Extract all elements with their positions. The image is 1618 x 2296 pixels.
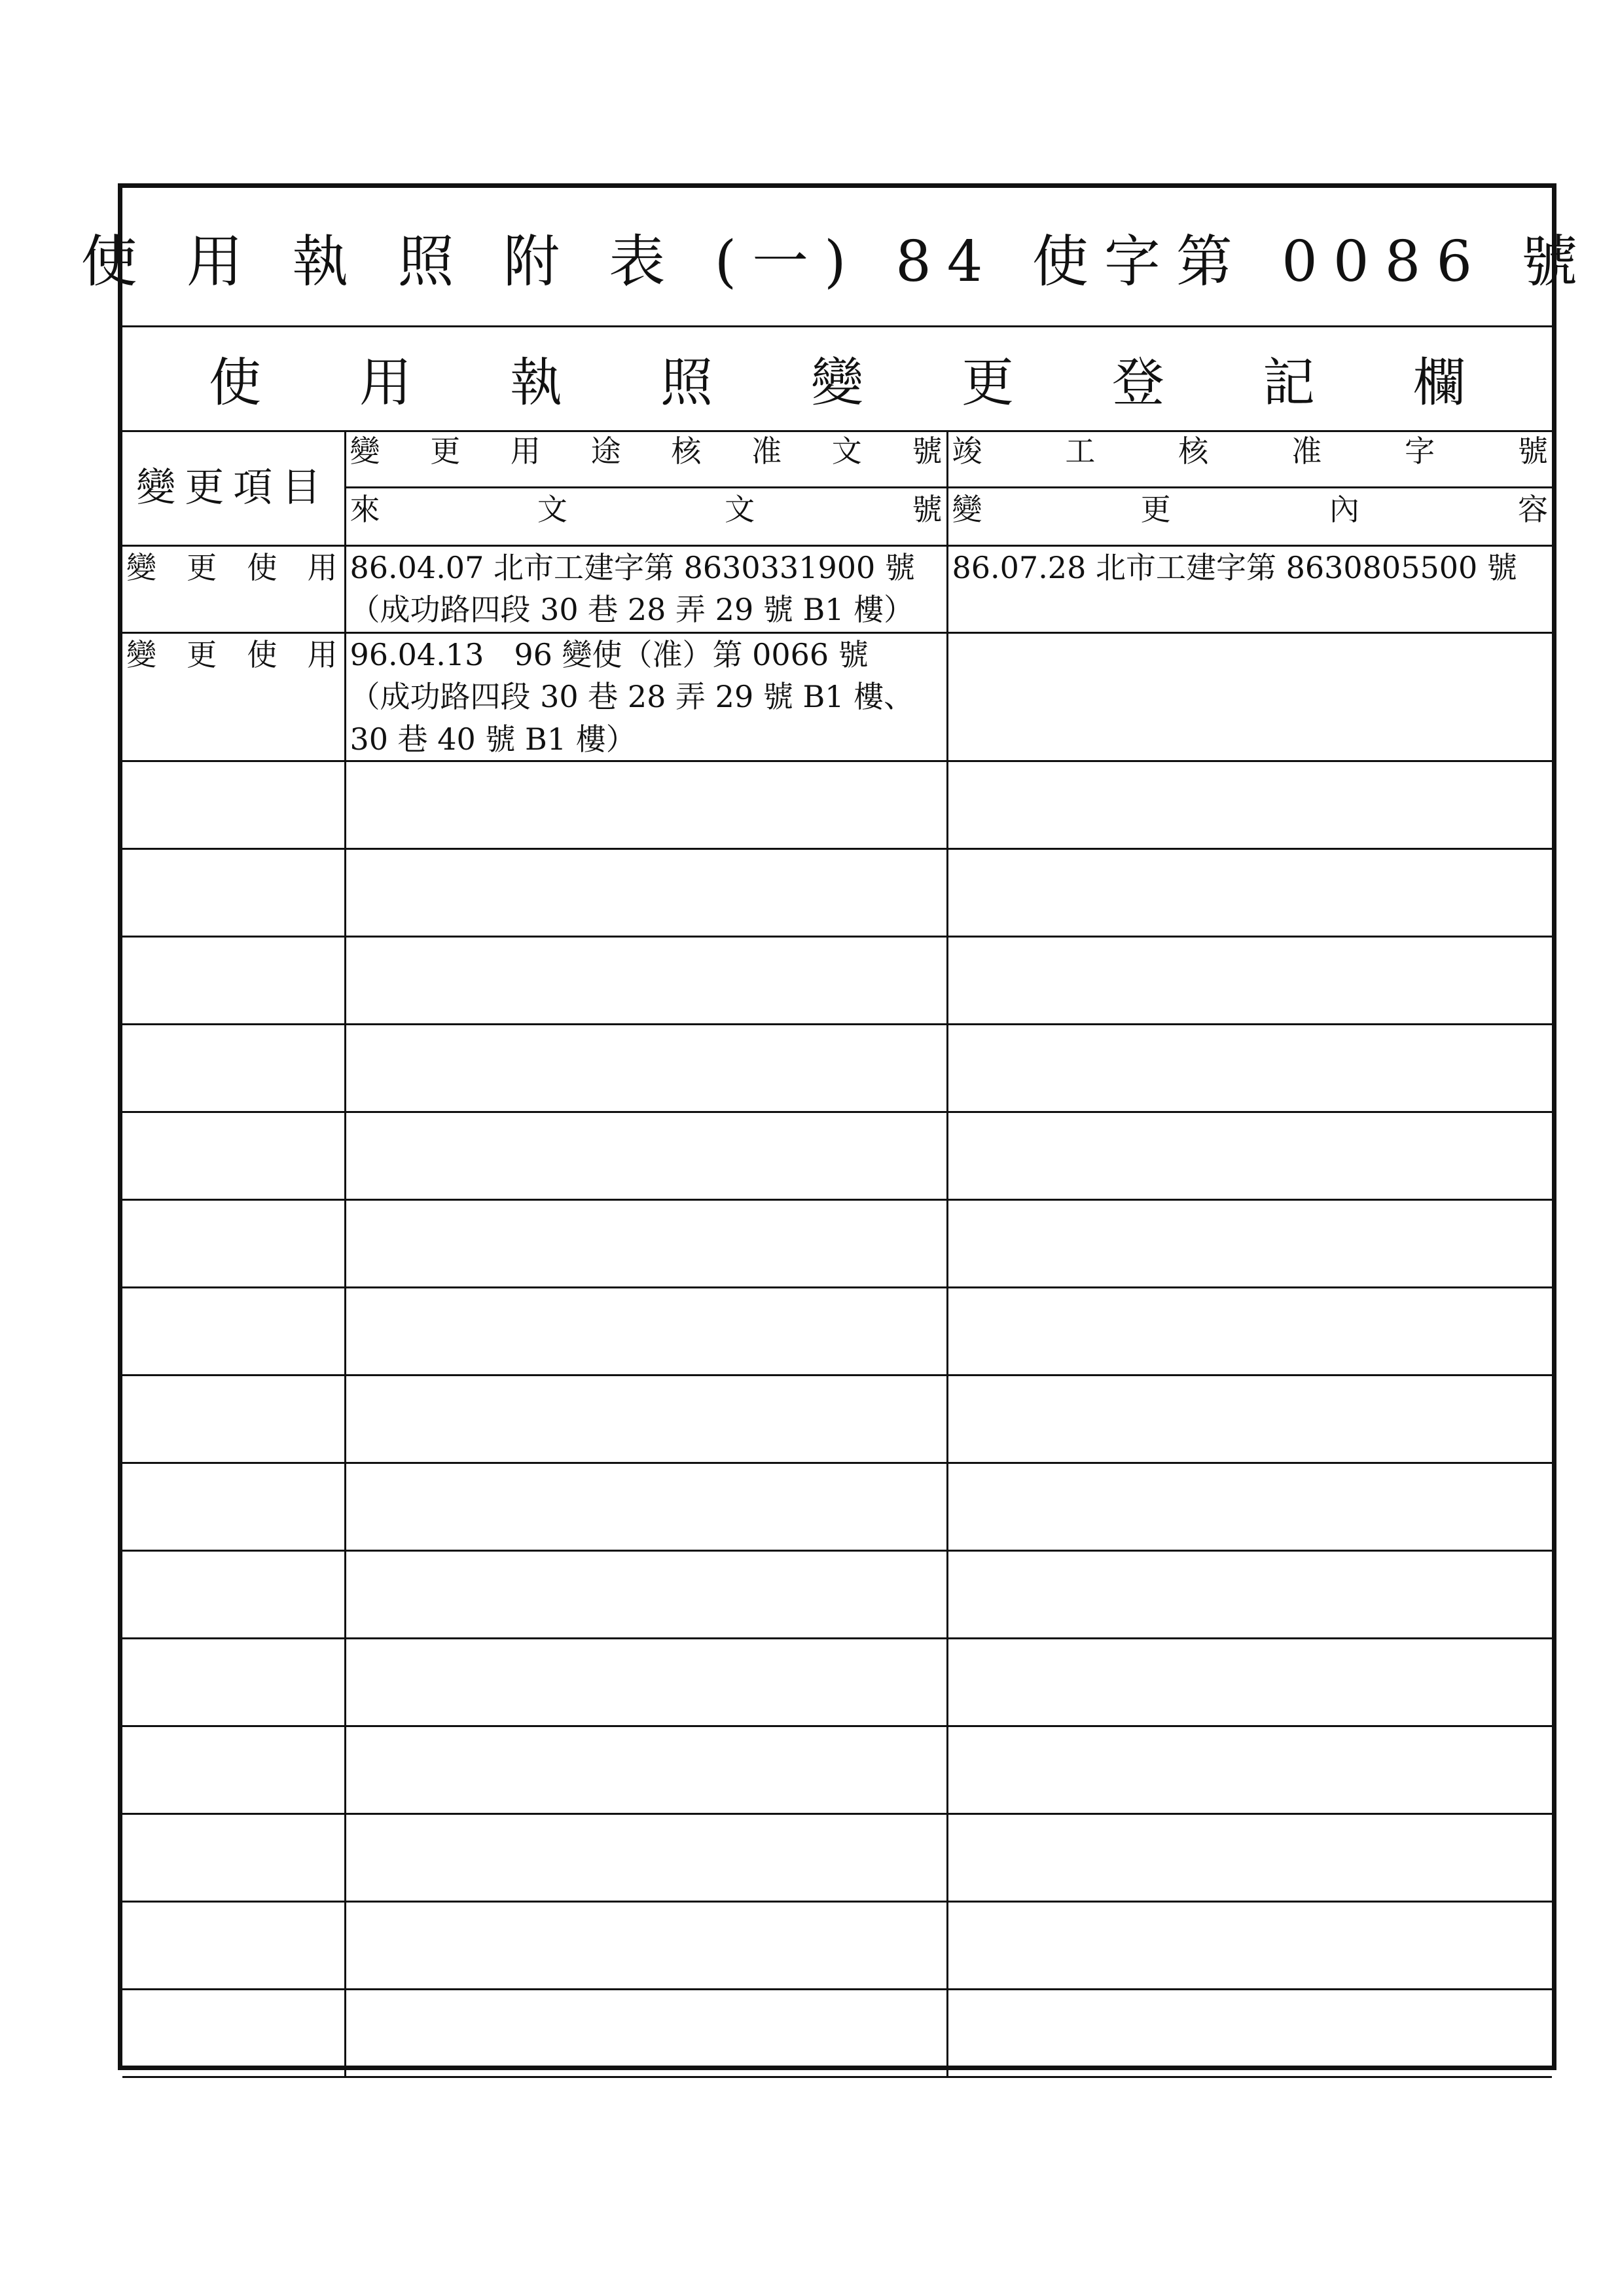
empty-cell [345, 1814, 947, 1902]
empty-cell [122, 761, 345, 849]
empty-cell [122, 1814, 345, 1902]
empty-cell [947, 1112, 1552, 1200]
empty-cell [345, 849, 947, 937]
empty-cell [947, 1376, 1552, 1463]
empty-cell [345, 761, 947, 849]
table-row-empty [122, 1902, 1552, 1990]
empty-cell [947, 849, 1552, 937]
table-row-empty [122, 937, 1552, 1025]
empty-cell [345, 1200, 947, 1288]
table-row-empty [122, 1726, 1552, 1814]
empty-cell [345, 1902, 947, 1990]
header-approval-doc-number: 變 更 用 途 核 准 文 號 [345, 430, 947, 488]
empty-cell [122, 1288, 345, 1376]
table-row-empty [122, 1200, 1552, 1288]
form-title: 使 用 執 照 附 表 (一) 84 使字第 0086 號 [81, 229, 1594, 295]
empty-cell [345, 1376, 947, 1463]
empty-cell [345, 1990, 947, 2077]
table-row-empty [122, 1288, 1552, 1376]
row-completion-number [947, 633, 1552, 761]
empty-cell [947, 1902, 1552, 1990]
table-row-empty [122, 1025, 1552, 1112]
empty-cell [947, 1463, 1552, 1551]
empty-cell [122, 1200, 345, 1288]
empty-cell [122, 1902, 345, 1990]
empty-cell [947, 1200, 1552, 1288]
form-subtitle-row [122, 325, 1564, 432]
table-row-empty [122, 1639, 1552, 1726]
table-row-empty [122, 1376, 1552, 1463]
empty-cell [345, 937, 947, 1025]
form-title-row [81, 188, 1594, 327]
header-row-top [122, 430, 1552, 488]
empty-cell [345, 1112, 947, 1200]
header-change-item: 變更項目 [122, 430, 345, 546]
empty-cell [122, 1990, 345, 2077]
empty-cell [947, 1551, 1552, 1639]
empty-cell [122, 1551, 345, 1639]
table-row-empty [122, 1990, 1552, 2077]
row-change-item: 變 更 使 用 [122, 546, 345, 633]
empty-cell [122, 1639, 345, 1726]
empty-cell [345, 1551, 947, 1639]
table-row-empty [122, 1463, 1552, 1551]
header-change-content: 變 更 內 容 [947, 488, 1552, 546]
table-row-empty [122, 1814, 1552, 1902]
header-completion-approval-number: 竣 工 核 准 字 號 [947, 430, 1552, 488]
form-subtitle: 使用執照變更登記欄 [209, 352, 1564, 413]
empty-cell [947, 761, 1552, 849]
usage-permit-appendix-form [81, 183, 1594, 2070]
empty-cell [947, 1726, 1552, 1814]
empty-cell [122, 1025, 345, 1112]
table-row-empty [122, 849, 1552, 937]
empty-cell [947, 1288, 1552, 1376]
empty-cell [122, 1112, 345, 1200]
row-doc-number: 86.04.07 北市工建字第 8630331900 號 （成功路四段 30 巷 28 弄 29 號 B1 樓） [345, 546, 947, 633]
table-row [122, 633, 1552, 761]
empty-cell [947, 937, 1552, 1025]
row-completion-number: 86.07.28 北市工建字第 8630805500 號 [947, 546, 1552, 633]
empty-cell [947, 1025, 1552, 1112]
empty-cell [947, 1639, 1552, 1726]
table-row-empty [122, 761, 1552, 849]
empty-cell [947, 1990, 1552, 2077]
empty-cell [122, 849, 345, 937]
empty-cell [122, 937, 345, 1025]
empty-cell [345, 1025, 947, 1112]
empty-cell [345, 1639, 947, 1726]
empty-cell [345, 1288, 947, 1376]
table-row-empty [122, 1551, 1552, 1639]
empty-cell [122, 1726, 345, 1814]
table-row [122, 546, 1552, 633]
empty-cell [122, 1376, 345, 1463]
header-incoming-doc-number: 來 文 文 號 [345, 488, 947, 546]
table-row-empty [122, 1112, 1552, 1200]
row-change-item: 變 更 使 用 [122, 633, 345, 761]
change-registration-table [122, 430, 1552, 2078]
empty-cell [345, 1726, 947, 1814]
empty-cell [947, 1814, 1552, 1902]
empty-cell [122, 1463, 345, 1551]
row-doc-number: 96.04.13 96 變使（准）第 0066 號 （成功路四段 30 巷 28 弄 29 號 B1 樓、 30 巷 40 號 B1 樓） [345, 633, 947, 761]
empty-cell [345, 1463, 947, 1551]
